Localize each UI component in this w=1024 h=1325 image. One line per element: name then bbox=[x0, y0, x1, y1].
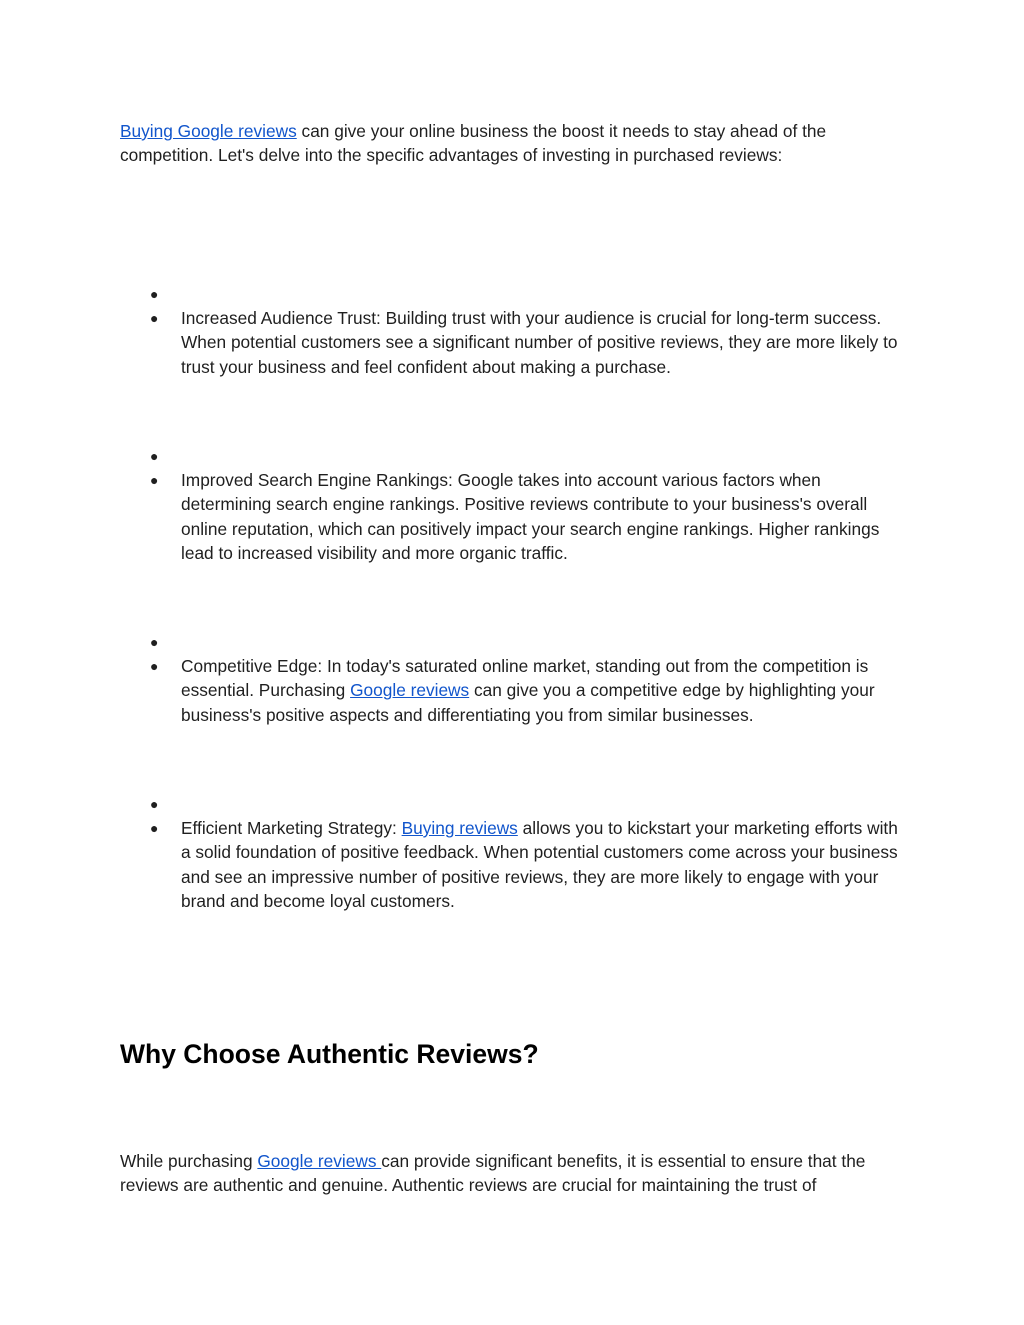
benefit-text: Improved Search Engine Rankings: Google takes into account various factors when determining search engine rankings. Positive reviews contribute to your business's overall online reputation, which can positively impact your search engine rankings. Higher rankings lead to increased visibility and more organic traffic. bbox=[181, 470, 880, 563]
intro-text: can give your online business the boost it needs to stay ahead of the competition. Let's delve into the specific advantages of investing in purchased reviews: bbox=[120, 121, 827, 166]
benefit-text-before: Efficient Marketing Strategy: bbox=[181, 818, 402, 838]
benefit-text-before: Competitive Edge: In today's saturated online market, standing out from the competition is essential. Purchasing bbox=[181, 656, 869, 701]
benefit-text-after: can give you a competitive edge by highlighting your business's positive aspects and differentiating you from similar businesses. bbox=[181, 680, 875, 725]
bullet-icon: ● bbox=[150, 796, 159, 812]
list-item-text bbox=[181, 468, 901, 565]
list-item-marketing-strategy bbox=[150, 816, 910, 913]
benefit-text: Increased Audience Trust: Building trust with your audience is crucial for long-term success. When potential customers see a significant number of positive reviews, they are more likely to trust your business and feel confident about making a purchase. bbox=[181, 308, 898, 377]
list-item-text bbox=[181, 306, 901, 379]
list-item-text bbox=[181, 816, 901, 913]
link-google-reviews[interactable]: Google reviews bbox=[350, 680, 470, 701]
bullet-icon: ● bbox=[150, 634, 159, 650]
bullet-icon: ● bbox=[150, 820, 159, 836]
intro-link-buying-google-reviews[interactable]: Buying Google reviews bbox=[120, 121, 297, 141]
link-buying-reviews[interactable]: Buying reviews bbox=[401, 818, 518, 838]
bullet-icon: ● bbox=[150, 286, 159, 302]
section-heading: Why Choose Authentic Reviews? bbox=[120, 1039, 539, 1069]
paragraph-text-before: While purchasing bbox=[120, 1151, 258, 1171]
bullet-icon: ● bbox=[150, 448, 159, 464]
section-paragraph bbox=[120, 1149, 910, 1198]
bullet-icon: ● bbox=[150, 658, 159, 674]
list-item-text bbox=[181, 654, 901, 727]
bullet-icon: ● bbox=[150, 472, 159, 488]
bullet-icon: ● bbox=[150, 310, 159, 326]
intro-paragraph bbox=[120, 119, 910, 168]
list-item-search-rankings bbox=[150, 468, 910, 565]
list-item-audience-trust bbox=[150, 306, 910, 379]
list-item-competitive-edge bbox=[150, 654, 910, 727]
link-google-reviews[interactable]: Google reviews bbox=[257, 1151, 382, 1171]
paragraph-text-after: can provide significant benefits, it is essential to ensure that the reviews are authentic and genuine. Authentic reviews are crucial for maintaining the trust of bbox=[120, 1151, 866, 1196]
benefit-text-after: allows you to kickstart your marketing efforts with a solid foundation of positive feedback. When potential customers come across your business and see an impressive number of positive reviews, they are more likely to engage with your brand and become loyal customers. bbox=[181, 818, 898, 911]
